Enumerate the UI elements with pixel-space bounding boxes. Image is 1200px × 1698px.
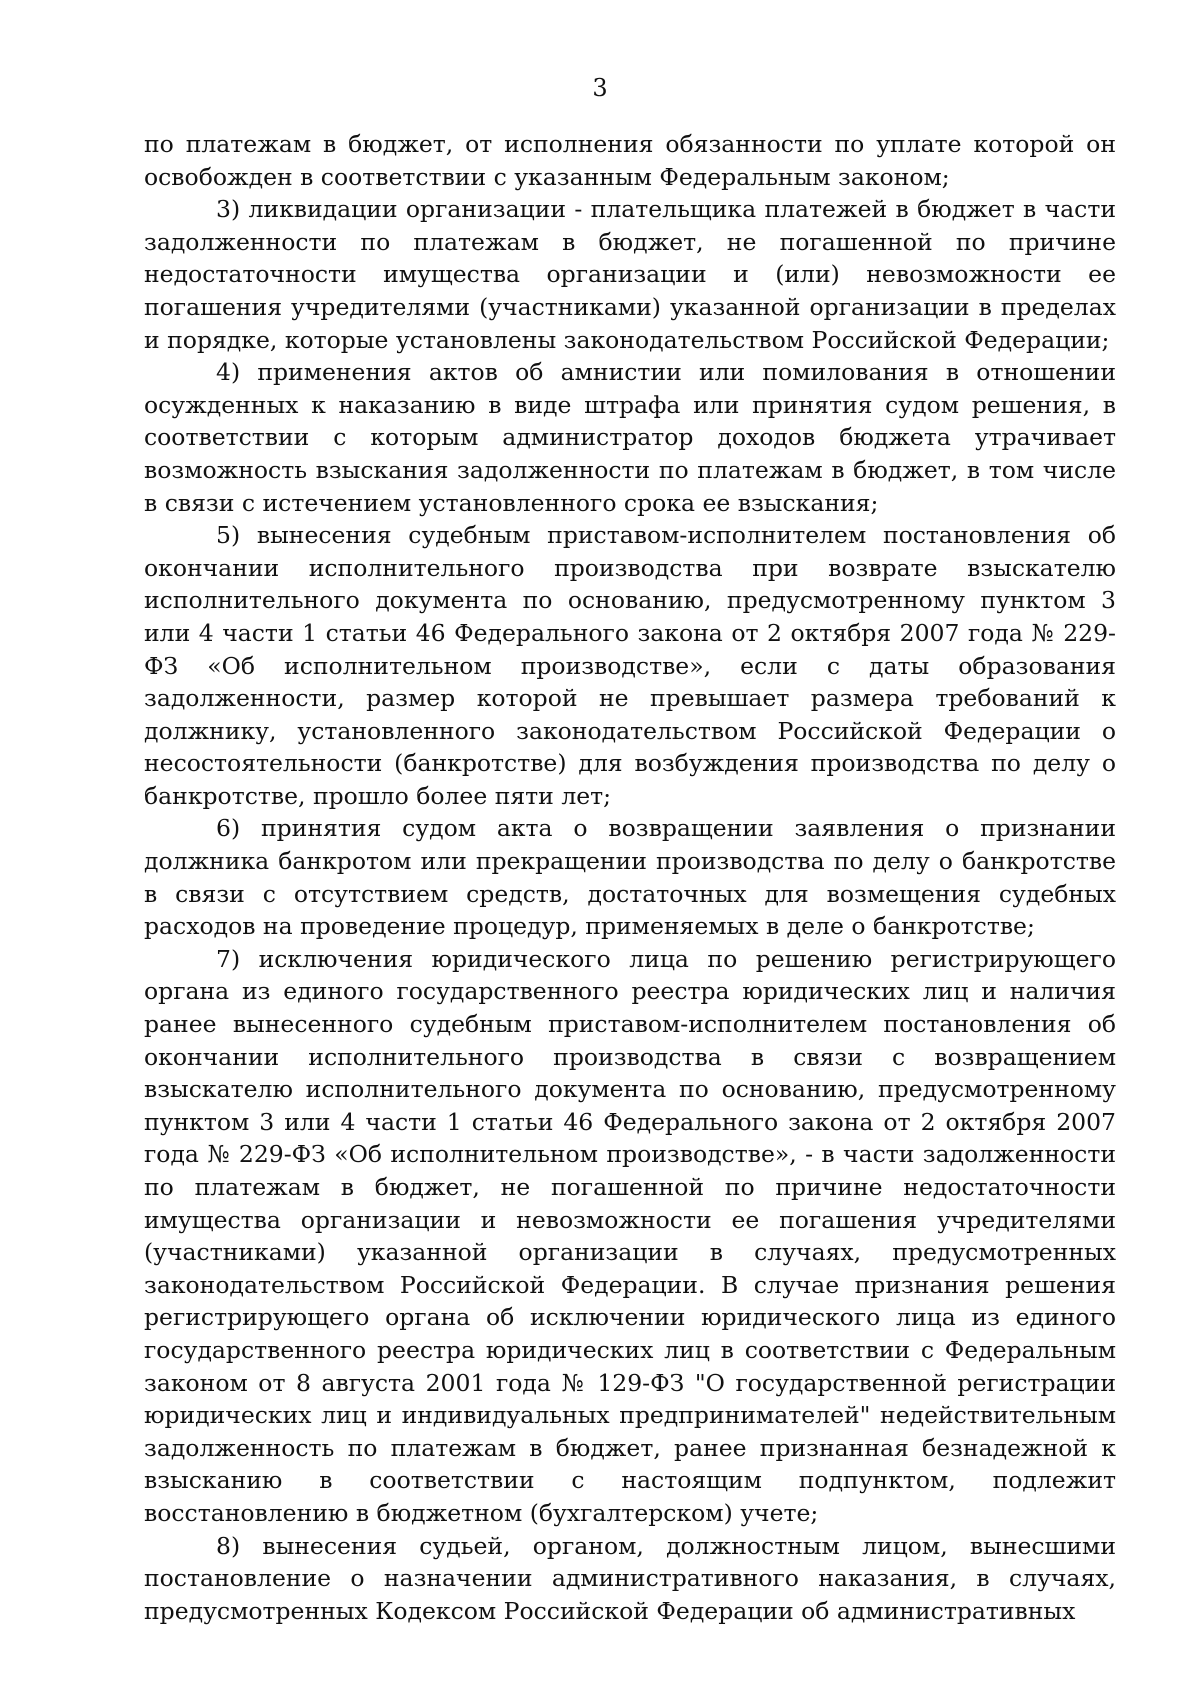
- paragraph-item-4: 4) применения актов об амнистии или помилования в отношении осужденных к наказанию в виде штрафа или принятия судом решения, в соответствии с которым администратор доходов бюджета утрачивает возможность взыскания задолженности по платежам в бюджет, в том числе в связи с истечением установленного срока ее взыскания;: [144, 358, 1116, 517]
- paragraph-item-6: 6) принятия судом акта о возвращении заявления о признании должника банкротом или прекращении производства по делу о банкротстве в связи с отсутствием средств, достаточных для возмещения судебных расходов на проведение процедур, применяемых в деле о банкротстве;: [144, 814, 1116, 941]
- document-body: [144, 128, 1116, 1627]
- paragraph-item-3: 3) ликвидации организации - плательщика платежей в бюджет в части задолженности по платежам в бюджет, не погашенной по причине недостаточности имущества организации и (или) невозможности ее погашения учредителями (участниками) указанной организации в пределах и порядке, которые установлены законодательством Российской Федерации;: [144, 195, 1116, 354]
- paragraph-item-7: 7) исключения юридического лица по решению регистрирующего органа из единого государственного реестра юридических лиц и наличия ранее вынесенного судебным приставом-исполнителем постановления об окончании исполнительного производства в связи с возвращением взыскателю исполнительного документа по основанию, предусмотренному пунктом 3 или 4 части 1 статьи 46 Федерального закона от 2 октября 2007 года № 229-ФЗ «Об исполнительном производстве», - в части задолженности по платежам в бюджет, не погашенной по причине недостаточности имущества организации и невозможности ее погашения учредителями (участниками) указанной организации в случаях, предусмотренных законодательством Российской Федерации. В случае признания решения регистрирующего органа об исключении юридического лица из единого государственного реестра юридических лиц в соответствии с Федеральным законом от 8 августа 2001 года № 129-ФЗ "О государственной регистрации юридических лиц и индивидуальных предпринимателей" недействительным задолженность по платежам в бюджет, ранее признанная безнадежной к взысканию в соответствии с настоящим подпунктом, подлежит восстановлению в бюджетном (бухгалтерском) учете;: [144, 944, 1116, 1527]
- page-number: 3: [592, 74, 608, 102]
- paragraph-continuation: по платежам в бюджет, от исполнения обязанности по уплате которой он освобожден в соответствии с указанным Федеральным законом;: [144, 130, 1116, 191]
- paragraph-item-8: 8) вынесения судьей, органом, должностным лицом, вынесшими постановление о назначении административного наказания, в случаях, предусмотренных Кодексом Российской Федерации об административных: [144, 1531, 1116, 1625]
- paragraph-item-5: 5) вынесения судебным приставом-исполнителем постановления об окончании исполнительного производства при возврате взыскателю исполнительного документа по основанию, предусмотренному пунктом 3 или 4 части 1 статьи 46 Федерального закона от 2 октября 2007 года № 229-ФЗ «Об исполнительном производстве», если с даты образования задолженности, размер которой не превышает размера требований к должнику, установленного законодательством Российской Федерации о несостоятельности (банкротстве) для возбуждения производства по делу о банкротстве, прошло более пяти лет;: [144, 521, 1116, 810]
